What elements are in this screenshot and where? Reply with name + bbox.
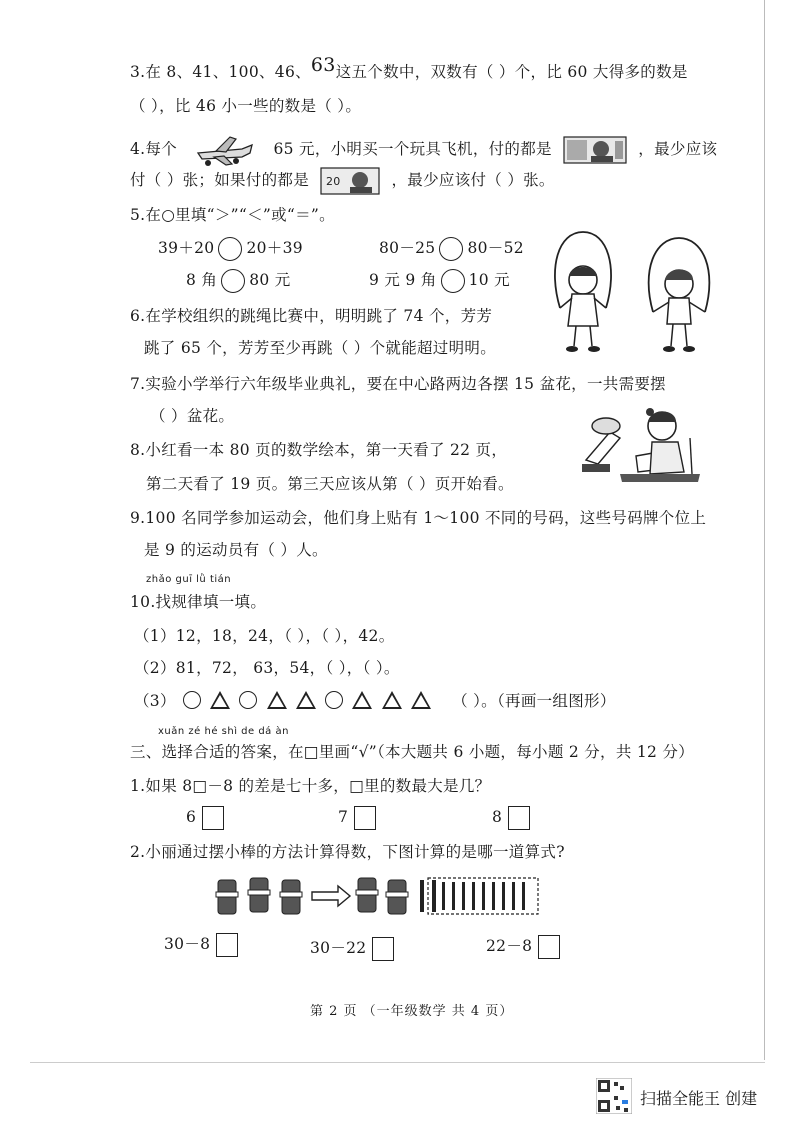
- single-sticks-icon: [420, 878, 538, 914]
- q8-line1: 8.小红看一本 80 页的数学绘本，第一天看了 22 页，: [130, 441, 508, 459]
- triangle-shape-icon: [210, 691, 230, 709]
- q3-text-b: 这五个数中，双数有（ ）个，比 60 大得多的数是: [335, 63, 688, 81]
- q5-row1-a: [158, 236, 303, 261]
- c2-checkbox-3[interactable]: [538, 935, 560, 959]
- circle-shape-icon: [325, 691, 343, 709]
- c1-opt2-label: 7: [338, 808, 349, 826]
- q5-row2-b: [369, 268, 510, 293]
- triangle-shape-icon: [267, 691, 287, 709]
- sec3-pinyin: xuǎn zé hé shì de dá àn: [158, 726, 289, 737]
- triangle-shape-icon: [296, 691, 316, 709]
- compare-circle-2[interactable]: [439, 237, 463, 261]
- c1-checkbox-3[interactable]: [508, 806, 530, 830]
- stick-bundle-icon: [280, 880, 302, 914]
- c2-option-1: [164, 932, 238, 957]
- stick-bundle-icon: [216, 880, 238, 914]
- q4-text-c: ，最少应该: [638, 140, 718, 158]
- q5-r2a-left: 8 角: [186, 271, 218, 289]
- q8-line2: 第二天看了 19 页。第三天应该从第（ ）页开始看。: [146, 475, 514, 493]
- compare-circle-4[interactable]: [441, 269, 465, 293]
- q10-sub3-tail: （ ）。（再画一组图形）: [452, 692, 616, 710]
- camscanner-logo-icon: [596, 1078, 632, 1114]
- q3-text-a: 3.在 8、41、100、46、: [130, 63, 311, 81]
- c1-option-2: [338, 806, 376, 830]
- banknote-20-icon: [320, 167, 380, 195]
- q3-line1: [130, 54, 688, 82]
- c2-question: 2.小丽通过摆小棒的方法计算得数，下图计算的是哪一道算式?: [130, 843, 565, 861]
- c1-option-3: [492, 806, 530, 830]
- circle-shape-icon: [239, 691, 257, 709]
- q4-line2: [130, 167, 555, 195]
- c2-opt2-label: 30－22: [310, 939, 367, 957]
- arrow-right-icon: [312, 886, 350, 906]
- q4-text-b: 65 元，小明买一个玩具飞机，付的都是: [273, 140, 552, 158]
- c1-opt3-label: 8: [492, 808, 503, 826]
- page-footer: 第 2 页 （一年级数学 共 4 页）: [310, 1004, 514, 1019]
- camscanner-brand-text: 扫描全能王 创建: [640, 1089, 758, 1108]
- c2-opt1-label: 30－8: [164, 935, 211, 953]
- q5-r2a-right: 80 元: [249, 271, 291, 289]
- q9-line2: 是 9 的运动员有（ ）人。: [144, 541, 328, 559]
- c1-opt1-label: 6: [186, 808, 197, 826]
- q5-r2b-left: 9 元 9 角: [369, 271, 437, 289]
- q3-num63: 63: [310, 54, 336, 76]
- girl-reading-illustration: [580, 402, 704, 496]
- q5-row2-a: [186, 268, 291, 293]
- q10-title: 10.找规律填一填。: [130, 593, 267, 611]
- banknote-100-icon: [563, 136, 627, 164]
- q10-pinyin: zhǎo guī lǜ tián: [146, 574, 232, 585]
- q5-r1a-left: 39＋20: [158, 239, 215, 257]
- banknote-20-label: 20: [326, 175, 341, 188]
- q5-r1a-right: 20＋39: [246, 239, 303, 257]
- q7-line1: 7.实验小学举行六年级毕业典礼，要在中心路两边各摆 15 盆花，一共需要摆: [130, 375, 666, 393]
- boy-jumping-rope-illustration: [643, 236, 715, 360]
- triangle-shape-icon: [382, 691, 402, 709]
- girl-jumping-rope-illustration: [548, 228, 618, 360]
- c2-checkbox-1[interactable]: [216, 933, 238, 957]
- stick-bundle-icon: [386, 880, 408, 914]
- q7-line2: （ ）盆花。: [150, 407, 235, 425]
- circle-shape-icon: [183, 691, 201, 709]
- c2-checkbox-2[interactable]: [372, 937, 394, 961]
- q10-sub2: （2）81，72， 63，54，（ ），（ ）。: [134, 659, 400, 677]
- c1-option-1: [186, 806, 224, 830]
- q6-line2: 跳了 65 个，芳芳至少再跳（ ）个就能超过明明。: [144, 339, 497, 357]
- compare-circle-3[interactable]: [221, 269, 245, 293]
- q5-row1-b: [379, 236, 524, 261]
- q5-title: 5.在○里填“＞”“＜”或“＝”。: [130, 206, 335, 224]
- stick-bundle-icon: [356, 878, 378, 912]
- compare-circle-1[interactable]: [218, 237, 242, 261]
- q5-r1b-left: 80－25: [379, 239, 436, 257]
- q4-text-a: 4.每个: [130, 140, 177, 158]
- toy-plane-icon: [194, 133, 256, 167]
- triangle-shape-icon: [352, 691, 372, 709]
- c1-question: 1.如果 8□－8 的差是七十多，□里的数最大是几？: [130, 777, 491, 795]
- c2-option-3: [486, 934, 560, 959]
- q10-sub3: [134, 689, 616, 711]
- q6-line1: 6.在学校组织的跳绳比赛中，明明跳了 74 个，芳芳: [130, 307, 493, 325]
- sec3-title: 三、选择合适的答案，在□里画“√”（本大题共 6 小题，每小题 2 分，共 12 分）: [130, 743, 695, 761]
- q9-line1: 9.100 名同学参加运动会，他们身上贴有 1～100 不同的号码，这些号码牌个位上: [130, 509, 707, 527]
- q5-r1b-right: 80－52: [467, 239, 524, 257]
- c2-opt3-label: 22－8: [486, 937, 533, 955]
- q5-r2b-right: 10 元: [468, 271, 510, 289]
- triangle-shape-icon: [411, 691, 431, 709]
- counting-sticks-illustration: [214, 872, 544, 924]
- q4-text-d: 付（ ）张；如果付的都是: [130, 171, 310, 189]
- c1-checkbox-2[interactable]: [354, 806, 376, 830]
- q10-sub3-label: （3）: [134, 692, 176, 710]
- scan-edge-line: [764, 0, 765, 1060]
- scan-bottom-line: [30, 1062, 765, 1063]
- q4-text-e: ，最少应该付（ ）张。: [391, 171, 555, 189]
- q4-line1: [130, 133, 717, 167]
- c1-checkbox-1[interactable]: [202, 806, 224, 830]
- q3-line2: （ ），比 46 小一些的数是（ ）。: [130, 97, 362, 115]
- c2-option-2: [310, 936, 394, 961]
- stick-bundle-icon: [248, 878, 270, 912]
- q10-sub1: （1）12，18，24，（ ），（ ），42。: [134, 627, 395, 645]
